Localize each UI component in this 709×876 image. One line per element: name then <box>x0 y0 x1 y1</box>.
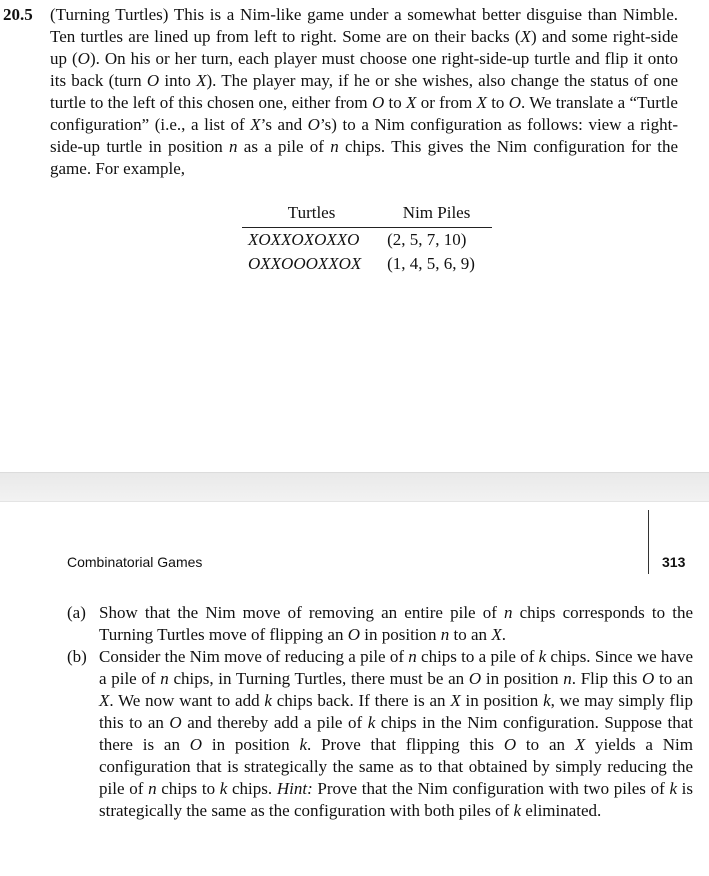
part-label: (b) <box>67 647 87 666</box>
page-separator <box>0 472 709 502</box>
part-text: Consider the Nim move of reducing a pile of n chips to a pile of k chips. Since we have a pile of n chips, in Turning Turtles, there must be an O in position n. Flip this O to an X. We now want to add k chips back. If there is an X in position k, we may simply flip this to an O and thereby add a pile of k chips in the Nim configuration. Suppose that there is an O in position k. Prove that flipping this O to an X yields a Nim configuration that is strategically the same as to that obtained by simply reducing the pile of n chips to k chips. Hint: Prove that the Nim configuration with two piles of k is strategically the same as the configuration with both piles of k eliminated. <box>99 647 694 820</box>
table-header-turtles: Turtles <box>242 200 381 228</box>
table-row <box>242 252 492 276</box>
nim-piles: (1, 4, 5, 6, 9) <box>387 254 475 273</box>
part-label: (a) <box>67 603 86 622</box>
part-b <box>67 646 693 822</box>
table-header-nim-piles: Nim Piles <box>381 200 492 228</box>
nim-piles: (2, 5, 7, 10) <box>387 230 467 249</box>
page-bottom <box>0 502 709 876</box>
running-head-rule <box>648 510 649 574</box>
problem-number: 20.5 <box>3 5 33 24</box>
table-header-row <box>242 200 492 228</box>
turtle-config: OXXOOOXXOX <box>248 254 362 273</box>
part-a <box>67 602 693 646</box>
problem-paragraph: (Turning Turtles) This is a Nim-like game under a somewhat better disguise than Nimble. Ten turtles are lined up from left to right. Some are on their backs (X) and some right-side up (O). On his or her turn, each player must choose one right-side-up turtle and flip it onto its back (turn O into X). The player may, if he or she wishes, also change the status of one turtle to the left of this chosen one, either from O to X or from X to O. We translate a “Turtle configuration” (i.e., a list of X’s and O’s) to a Nim configuration as follows: view a right-side-up turtle in position n as a pile of n chips. This gives the Nim configuration for the game. For example, <box>50 5 679 178</box>
table-row <box>242 228 492 253</box>
example-table <box>242 200 492 276</box>
page-number: 313 <box>662 554 686 570</box>
part-text: Show that the Nim move of removing an entire pile of n chips corresponds to the Turning Turtles move of flipping an O in position n to an X. <box>99 603 693 644</box>
running-head-title: Combinatorial Games <box>67 554 203 570</box>
exercise-parts <box>67 602 693 822</box>
turtle-config: XOXXOXOXXO <box>248 230 360 249</box>
